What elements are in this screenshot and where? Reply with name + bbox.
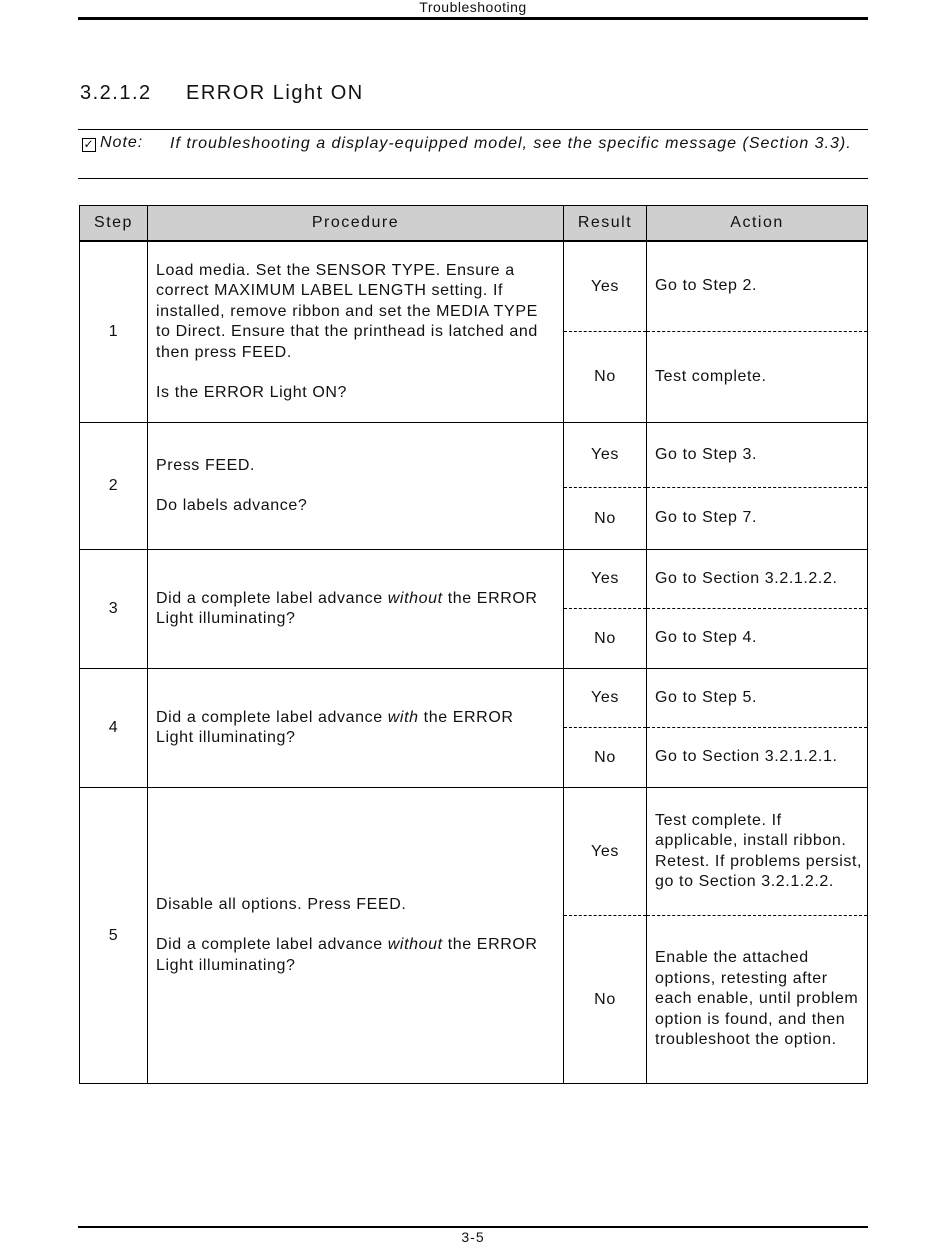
table-row	[80, 241, 868, 423]
result-no: No	[594, 748, 616, 766]
procedure-text: Disable all options. Press FEED.	[156, 895, 407, 913]
step-number: 2	[80, 423, 148, 550]
action-yes: Test complete. If applicable, install ribbon. Retest. If problems persist, go to Section 3.2.1.2.2.	[647, 788, 867, 916]
procedure-emphasis: without	[387, 936, 443, 954]
result-cell	[564, 241, 647, 423]
procedure-question	[156, 935, 555, 976]
procedure-cell	[148, 788, 564, 1084]
section-title: ERROR Light ON	[186, 82, 364, 104]
procedure-cell	[148, 241, 564, 423]
header-step: Step	[80, 206, 148, 242]
result-cell	[564, 423, 647, 550]
note-label: Note:	[100, 134, 144, 151]
procedure-text: Press FEED.	[156, 456, 256, 474]
checkbox-icon: ✓	[83, 137, 95, 151]
step-number: 5	[80, 788, 148, 1084]
result-no: No	[594, 629, 616, 647]
procedure-table	[79, 205, 868, 1084]
procedure-text: Load media. Set the SENSOR TYPE. Ensure a correct MAXIMUM LABEL LENGTH setting. If installed, remove ribbon and set the MEDIA TYPE to Direct. Ensure that the printhead is latched and then press FEED.	[156, 261, 538, 361]
result-yes: Yes	[564, 669, 646, 728]
result-cell	[564, 550, 647, 669]
table-row	[80, 550, 868, 669]
action-cell	[647, 423, 868, 550]
action-yes: Go to Step 5.	[647, 669, 867, 728]
result-no: No	[594, 368, 616, 385]
footer-rule	[78, 1226, 868, 1228]
table-row	[80, 423, 868, 550]
procedure-text-b: the ERROR Light illuminating?	[156, 936, 538, 974]
result-yes: Yes	[564, 788, 646, 916]
table-row	[80, 669, 868, 788]
action-no: Test complete.	[655, 367, 767, 385]
procedure-emphasis: without	[387, 589, 443, 607]
note-label-wrap	[82, 134, 143, 152]
result-no: No	[594, 990, 616, 1008]
procedure-question	[156, 589, 555, 630]
note-text: If troubleshooting a display-equipped model, see the specific message (Section 3.3).	[170, 135, 852, 152]
result-yes: Yes	[564, 550, 646, 609]
header-procedure: Procedure	[148, 206, 564, 242]
result-yes: Yes	[564, 242, 646, 332]
procedure-cell	[148, 550, 564, 669]
action-cell	[647, 788, 868, 1084]
section-heading	[80, 82, 364, 105]
header-action: Action	[647, 206, 868, 242]
procedure-text-a: Did a complete label advance	[156, 708, 388, 726]
step-number: 4	[80, 669, 148, 788]
section-number: 3.2.1.2	[80, 82, 152, 104]
result-cell	[564, 669, 647, 788]
procedure-emphasis: with	[387, 708, 419, 726]
procedure-question	[156, 708, 555, 749]
procedure-cell	[148, 423, 564, 550]
procedure-text-b: the ERROR Light illuminating?	[156, 708, 514, 746]
running-header: Troubleshooting	[78, 0, 868, 20]
result-yes: Yes	[564, 423, 646, 488]
result-cell	[564, 788, 647, 1084]
header-result: Result	[564, 206, 647, 242]
step-number: 1	[80, 241, 148, 423]
action-cell	[647, 550, 868, 669]
action-no: Enable the attached options, retesting after each enable, until problem option is found, and then troubleshoot the option.	[655, 949, 859, 1049]
action-no: Go to Section 3.2.1.2.1.	[655, 748, 838, 766]
procedure-text-a: Did a complete label advance	[156, 589, 388, 607]
action-no: Go to Step 7.	[655, 509, 758, 527]
table-header-row	[80, 206, 868, 242]
page-number: 3-5	[461, 1229, 485, 1245]
action-cell	[647, 669, 868, 788]
action-yes: Go to Section 3.2.1.2.2.	[647, 550, 867, 609]
action-cell	[647, 241, 868, 423]
procedure-cell	[148, 669, 564, 788]
step-number: 3	[80, 550, 148, 669]
procedure-question: Is the ERROR Light ON?	[156, 384, 348, 401]
action-yes: Go to Step 2.	[647, 242, 867, 332]
result-no: No	[594, 509, 616, 527]
action-no: Go to Step 4.	[655, 629, 758, 647]
note-box	[78, 129, 868, 179]
procedure-question: Do labels advance?	[156, 497, 308, 514]
procedure-text-b: the ERROR Light illuminating?	[156, 589, 538, 627]
action-yes: Go to Step 3.	[647, 423, 867, 488]
table-row	[80, 788, 868, 1084]
procedure-text-a: Did a complete label advance	[156, 936, 388, 954]
